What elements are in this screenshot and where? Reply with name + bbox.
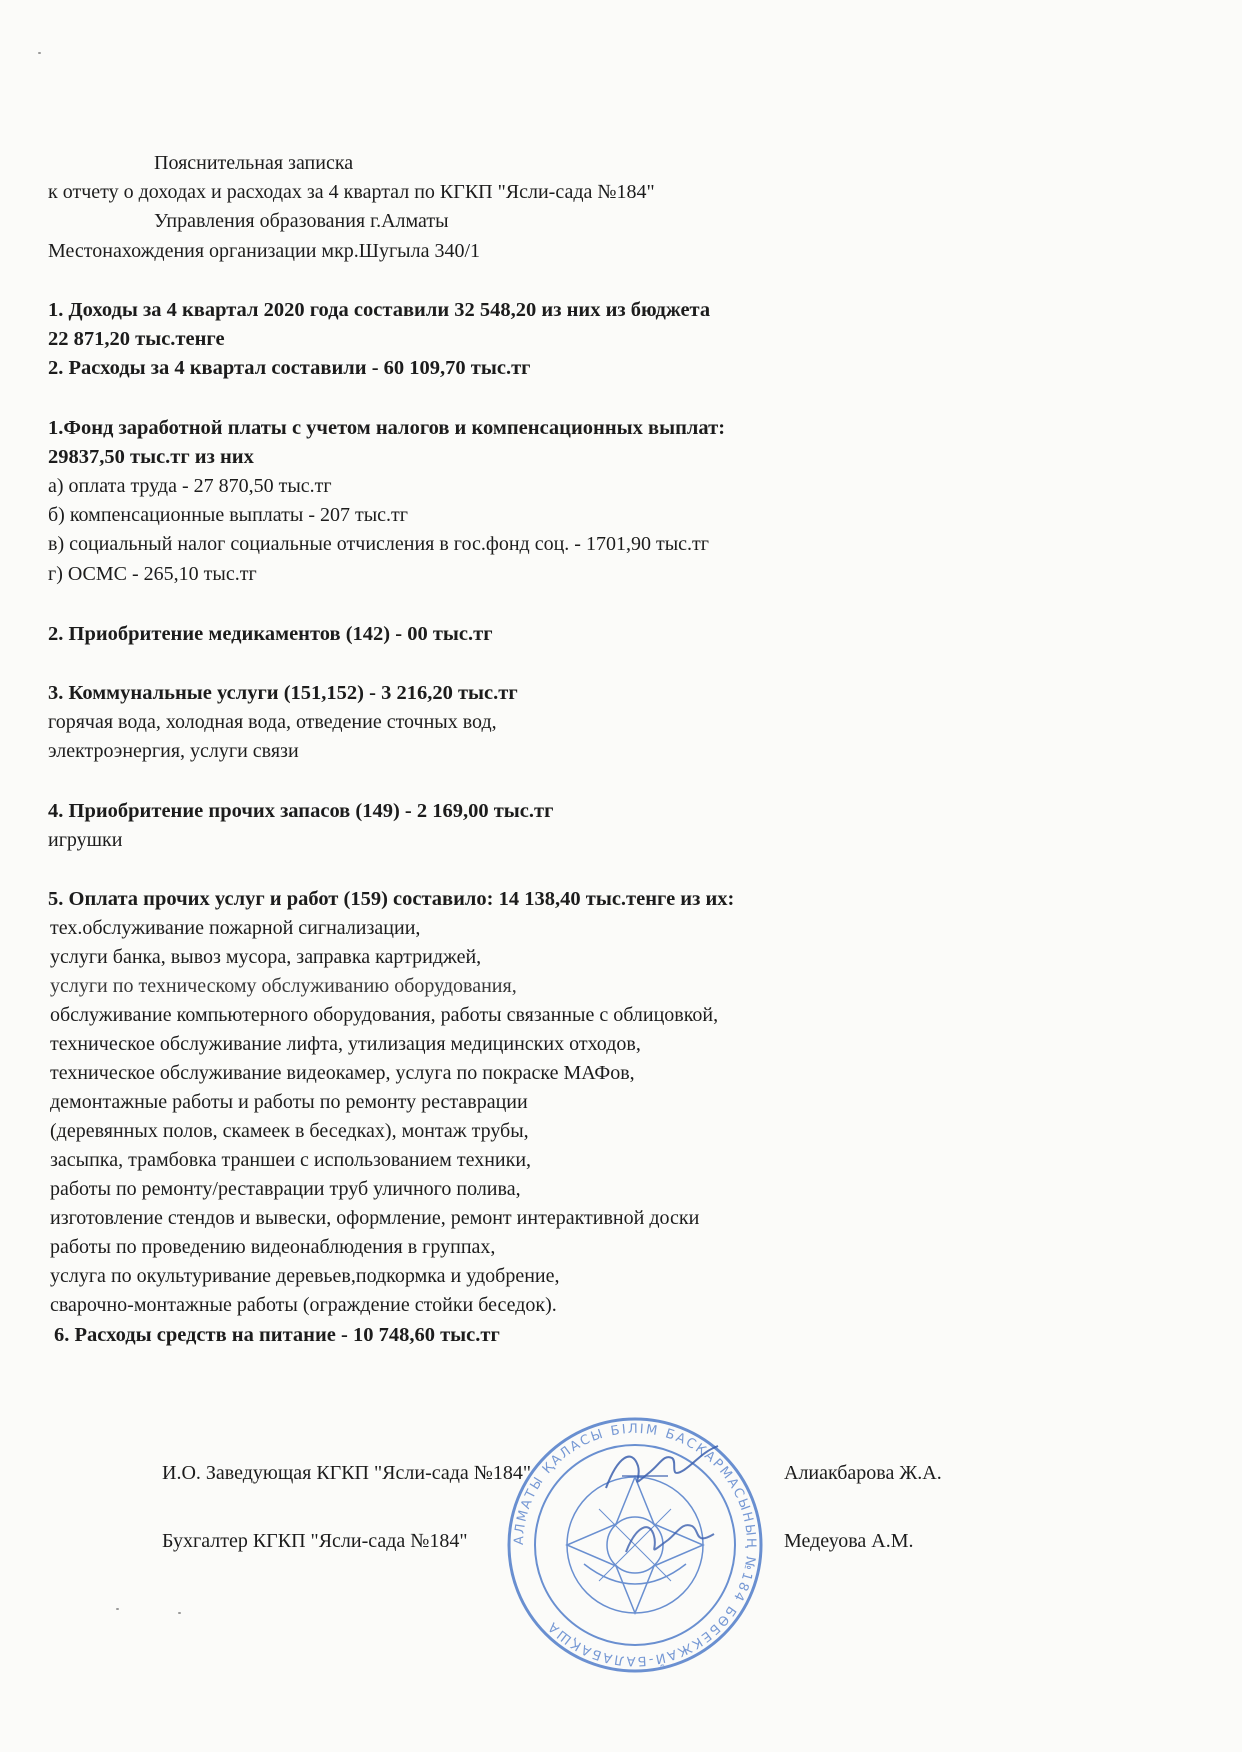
payroll-heading-1: 1.Фонд заработной платы с учетом налогов и компенсационных выплат: — [48, 417, 726, 439]
document-title: Пояснительная записка — [154, 152, 354, 174]
services-line: техническое обслуживание лифта, утилизация медицинских отходов, — [50, 1033, 641, 1055]
utilities-heading: 3. Коммунальные услуги (151,152) - 3 216,20 тыс.тг — [48, 682, 518, 704]
document-subtitle: к отчету о доходах и расходах за 4 квартал по КГКП "Ясли-сада №184" — [48, 181, 655, 203]
utilities-line: горячая вода, холодная вода, отведение сточных вод, — [48, 711, 497, 733]
head-name: Алиакбарова Ж.А. — [784, 1462, 942, 1484]
payroll-item: б) компенсационные выплаты - 207 тыс.тг — [48, 504, 408, 526]
location-line: Местонахождения организации мкр.Шугыла 340/1 — [48, 240, 481, 262]
income-line-1: 1. Доходы за 4 квартал 2020 года составили 32 548,20 из них из бюджета — [48, 299, 711, 321]
payroll-item: г) ОСМС - 265,10 тыс.тг — [48, 563, 257, 585]
income-line-2: 22 871,20 тыс.тенге — [48, 328, 225, 350]
payroll-item: в) социальный налог социальные отчисления в гос.фонд соц. - 1701,90 тыс.тг — [48, 533, 709, 555]
services-line: (деревянных полов, скамеек в беседках), монтаж трубы, — [50, 1120, 529, 1142]
services-line: демонтажные работы и работы по ремонту реставрации — [50, 1091, 528, 1113]
services-heading: 5. Оплата прочих услуг и работ (159) составило: 14 138,40 тыс.тенге из их: — [48, 888, 735, 910]
svg-text:АЛМАТЫ ҚАЛАСЫ БІЛІМ БАСҚАРМАСЫ: АЛМАТЫ ҚАЛАСЫ БІЛІМ БАСҚАРМАСЫНЫҢ №184 БӨБЕКЖАЙ-БАЛАБАҚША — [511, 1421, 759, 1669]
services-line: изготовление стендов и вывески, оформление, ремонт интерактивной доски — [50, 1207, 700, 1229]
department-line: Управления образования г.Алматы — [154, 210, 449, 232]
food-heading: 6. Расходы средств на питание - 10 748,60 тыс.тг — [54, 1324, 500, 1346]
head-signature — [598, 1436, 728, 1506]
utilities-line: электроэнергия, услуги связи — [48, 740, 299, 762]
services-line: тех.обслуживание пожарной сигнализации, — [50, 917, 421, 939]
payroll-heading-2: 29837,50 тыс.тг из них — [48, 446, 254, 468]
head-title: И.О. Заведующая КГКП "Ясли-сада №184" — [162, 1462, 532, 1484]
scan-speck — [178, 1612, 181, 1614]
services-line: работы по проведению видеонаблюдения в группах, — [50, 1236, 496, 1258]
supplies-heading: 4. Приобритение прочих запасов (149) - 2 169,00 тыс.тг — [48, 800, 554, 822]
accountant-title: Бухгалтер КГКП "Ясли-сада №184" — [162, 1530, 468, 1552]
services-line: сварочно-монтажные работы (ограждение стойки беседок). — [50, 1294, 557, 1316]
services-line: обслуживание компьютерного оборудования, работы связанные с облицовкой, — [50, 1004, 719, 1026]
services-line: услуга по окультуривание деревьев,подкормка и удобрение, — [50, 1265, 560, 1287]
payroll-item: а) оплата труда - 27 870,50 тыс.тг — [48, 475, 332, 497]
scan-speck — [38, 52, 41, 54]
expenses-line: 2. Расходы за 4 квартал составили - 60 109,70 тыс.тг — [48, 357, 531, 379]
services-line: услуги банка, вывоз мусора, заправка картриджей, — [50, 946, 482, 968]
services-line: работы по ремонту/реставрации труб уличного полива, — [50, 1178, 521, 1200]
services-line: засыпка, трамбовка траншеи с использованием техники, — [50, 1149, 532, 1171]
supplies-line: игрушки — [48, 829, 123, 851]
scan-speck — [116, 1608, 119, 1610]
services-line: услуги по техническому обслуживанию оборудования, — [50, 975, 517, 997]
medicine-heading: 2. Приобритение медикаментов (142) - 00 тыс.тг — [48, 623, 493, 645]
accountant-signature — [620, 1508, 720, 1568]
services-line: техническое обслуживание видеокамер, услуга по покраске МАФов, — [50, 1062, 635, 1084]
accountant-name: Медеуова А.М. — [784, 1530, 914, 1552]
